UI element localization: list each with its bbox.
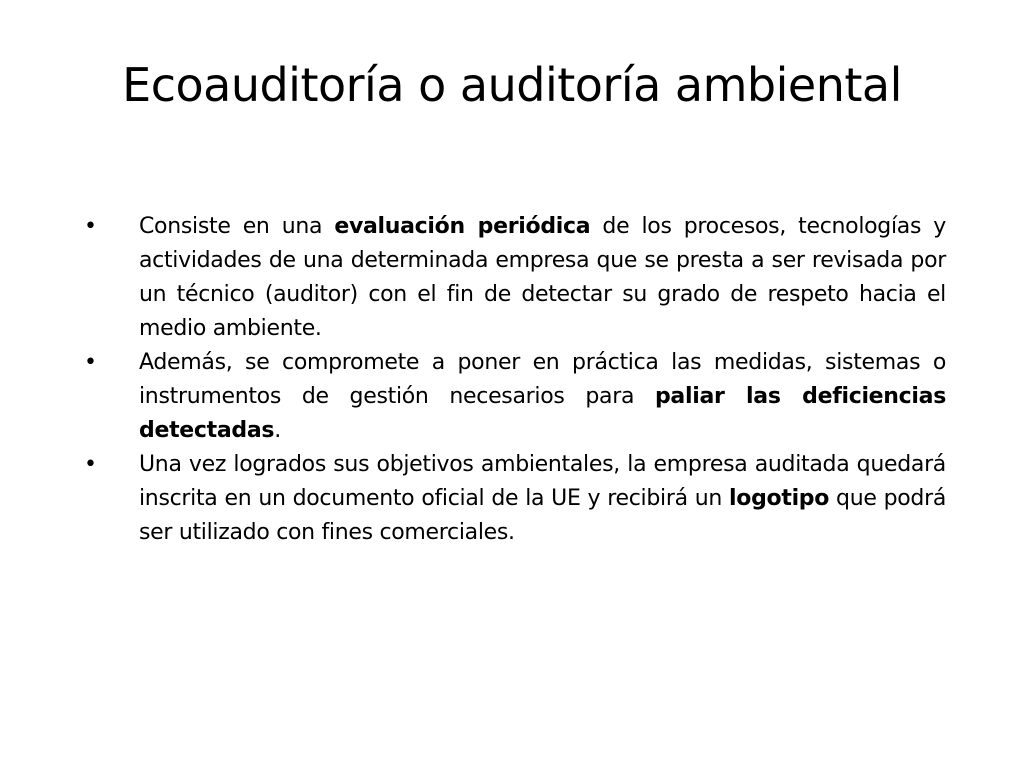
- bullet-3-text-start: Una vez logrados sus objetivos ambientales, la empresa auditada quedará inscrita en un documento oficial de la UE y recibirá un: [139, 452, 946, 511]
- bullet-2-text-start: Además, se compromete a poner en práctica las medidas, sistemas o instrumentos de gestión necesarios para: [139, 350, 946, 409]
- bullet-2-text-end: .: [274, 418, 281, 443]
- bullet-list: [84, 210, 946, 550]
- bullet-3-text-end: que podrá ser utilizado con fines comerciales.: [139, 486, 946, 545]
- bullet-marker: •: [84, 350, 97, 375]
- bullet-marker: •: [84, 452, 97, 477]
- bullet-item-3: [84, 448, 946, 550]
- bullet-1-text-end: de los procesos, tecnologías y actividades de una determinada empresa que se presta a ser revisada por un técnico (auditor) con el fin de detectar su grado de respeto hacia el medio ambiente.: [139, 214, 946, 341]
- slide-title: Ecoauditoría o auditoría ambiental: [122, 58, 902, 112]
- bullet-1-bold-text: evaluación periódica: [334, 214, 591, 239]
- bullet-1-text-start: Consiste en una: [139, 214, 335, 239]
- bullet-marker: •: [84, 214, 97, 239]
- bullet-2-bold-text: paliar las deficiencias detectadas: [139, 384, 946, 443]
- bullet-3-bold-text: logotipo: [729, 486, 830, 511]
- bullet-item-2: [84, 346, 946, 448]
- bullet-item-1: [84, 210, 946, 346]
